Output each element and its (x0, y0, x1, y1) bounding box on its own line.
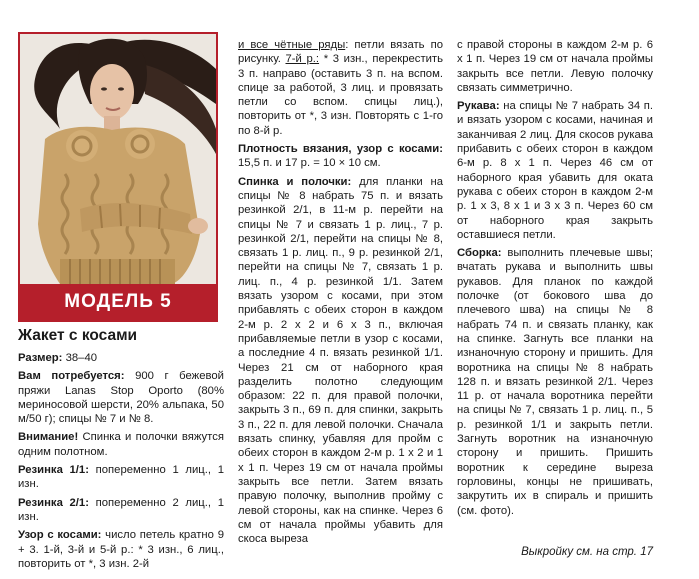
sleeves-paragraph (457, 99, 653, 242)
rib21-label: Резинка 2/1: (18, 496, 89, 509)
back-fronts-paragraph (238, 175, 443, 547)
attention-paragraph (18, 430, 224, 459)
rib11-value: попеременно 1 лиц., 1 изн. (18, 464, 224, 491)
back-fronts-value: для планки на спицы № 8 набрать 75 п. и вязать резинкой 2/1, в 11-м р. перейти на спицы № 7 и связать 1 р. лиц., 7 р. резинкой 2/1, перейти на спицы № 8, связать 1 р. лиц. п., 9 р. резинкой 2/1, перейти на спицы № 7, связать 1 р. лиц. п., 4 р. резинкой 1/1. Затем вязать узором с косами, при этом прибавлять с обеих сторон в каждом 2-м р. 2 х 2 и 6 х 3 п., включая прибавляемые петли в узор с косами, а последние 4 п. вязать резинкой 1/1. Через 21 см от наборного края разделить полотно следующим образом: 22 п. для правой полочки, закрыть 3 п., 69 п. для спинки, закрыть 3 п., 22 п. для левой полочки. Сначала вязать спинку, убавляя для пройм с обеих сторон в каждом 2-м р. 1 х 2 и 1 х 1 п. Через 19 см от начала проймы закрыть все петли. Затем вязать правую полочку, выполнив пройму с левой стороны, как на спинке. Через 6 см от начала проймы убавить для скоса выреза (238, 175, 443, 546)
assembly-value: выполнить плечевые швы; вчатать рукава и выполнить швы рукавов. Для планок по каждой полочке (от бокового шва до плечевого шва) на спицы № 8 набрать 74 п. и связать планку, как на спинке. Загнуть все планки на изнаночную сторону и пришить. Для воротника на спицы № 8 набрать 128 п. и вязать резинкой 2/1. Через 11 р. от начала воротника перейти на спицы № 7, связать 1 р. лиц. п., 5 р. резинкой 1/1 и закрыть петли. Загнуть воротник на изнаночную сторону и пришить. Пришить воротник к середине выреза горловины, концы не пришивать, закрутить их в спираль и пришить (см. фото). (457, 247, 653, 517)
model-photo-illustration (20, 34, 216, 284)
text-column-2 (238, 38, 443, 550)
size-value: 38–40 (62, 352, 98, 364)
model-number-label: МОДЕЛЬ 5 (20, 284, 216, 320)
assembly-paragraph (457, 246, 653, 518)
rib21-value: попеременно 2 лиц., 1 изн. (18, 496, 224, 523)
text-column-1 (18, 351, 224, 575)
row7-text: * 3 изн., перекрестить 3 п. направо (оставить 3 п. на вспом. спице за работой, 3 лиц. и провязать петли со вспом. спицы лиц.), повторить от *, 3 изн. Повторять с 1-го по 8-й р. (238, 53, 443, 137)
model-photo-frame (18, 32, 218, 322)
attention-value: Спинка и полочки вяжутся одним полотном. (18, 431, 224, 458)
pattern-title: Жакет с косами (18, 327, 138, 344)
assembly-label: Сборка: (457, 247, 502, 260)
density-paragraph (238, 142, 443, 171)
cable-continuation-paragraph (238, 38, 443, 138)
materials-value: 900 г бежевой пряжи Lanas Stop Oporto (80% мериносовой шерсти, 20% альпака, 50 м/50 г); спицы № 7 и № 8. (18, 370, 224, 426)
cable-value: число петель кратно 9 + 3. 1-й, 3-й и 5-й р.: * 3 изн., 6 лиц., повторить от *, 3 изн. 2-й (18, 529, 224, 570)
pattern-reference-note: Выкройку см. на стр. 17 (521, 546, 653, 558)
row7-underlined: 7-й р.: (285, 53, 320, 66)
back-fronts-label: Спинка и полочки: (238, 175, 352, 188)
cable-label: Узор с косами: (18, 529, 102, 542)
model-photo (20, 34, 216, 284)
materials-paragraph (18, 369, 224, 426)
text-column-3 (457, 38, 653, 522)
sleeves-label: Рукава: (457, 100, 500, 113)
fronts-continuation-paragraph: с правой стороны в каждом 2-м р. 6 х 1 п. Через 19 см от начала проймы закрыть все петли. Левую полочку связать симметрично. (457, 39, 653, 94)
size-paragraph (18, 351, 224, 365)
materials-label: Вам потребуется: (18, 370, 125, 383)
even-rows-underlined: и все чётные ряды (238, 39, 346, 51)
even-rows-text: : петли вязать по рисунку. (238, 39, 443, 66)
size-label: Размер: (18, 352, 63, 364)
sleeves-value: на спицы № 7 набрать 34 п. и вязать узором с косами, начиная и заканчивая 2 лиц. Для скосов рукава прибавить с обеих сторон в каждом 6-м р. 8 х 1 п. Через 46 см от наборного края убавить для оката рукава с обеих сторон в каждом 2-м р. 1 х 3, 8 х 1 и 3 х 3 п. Через 60 см от наборного края закрыть оставшиеся петли. (457, 100, 653, 241)
rib11-label: Резинка 1/1: (18, 464, 89, 477)
rib21-paragraph (18, 496, 224, 525)
cable-paragraph (18, 528, 224, 571)
density-label: Плотность вязания, узор с косами: (238, 143, 443, 156)
density-value: 15,5 п. и 17 р. = 10 × 10 см. (238, 157, 381, 170)
rib11-paragraph (18, 463, 224, 492)
attention-label: Внимание! (18, 431, 79, 444)
